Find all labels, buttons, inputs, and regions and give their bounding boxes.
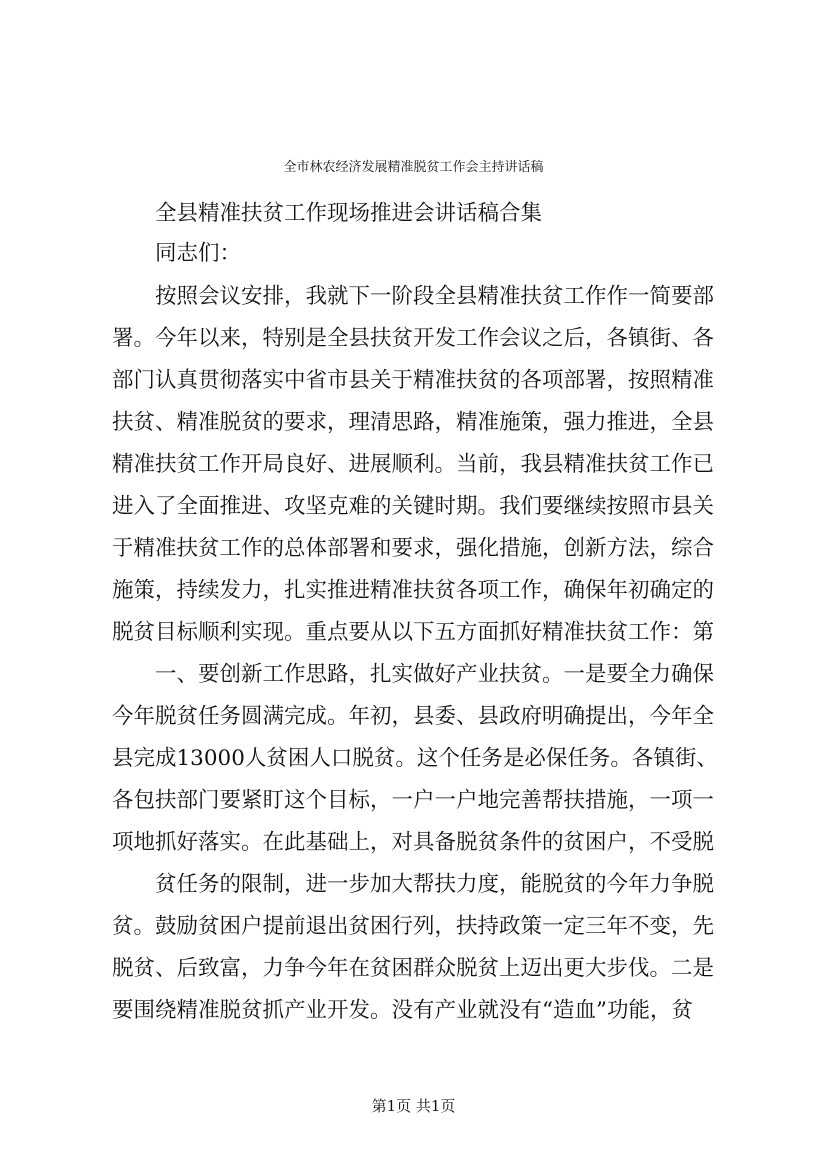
body-line: 各包扶部门要紧盯这个目标，一户一户地完善帮扶措施，一项一: [112, 788, 715, 813]
body-line: 施策，持续发力，扎实推进精准扶贫各项工作，确保年初确定的: [112, 578, 715, 603]
body-line: 于精准扶贫工作的总体部署和要求，强化措施，创新方法，综合: [112, 536, 715, 561]
greeting: 同志们：: [155, 241, 242, 266]
body-line: 部门认真贯彻落实中省市县关于精准扶贫的各项部署，按照精准: [112, 368, 715, 393]
body-line: 要围绕精准脱贫抓产业开发。没有产业就没有“造血”功能，贫: [112, 998, 693, 1023]
body-line: 精准扶贫工作开局良好、进展顺利。当前，我县精准扶贫工作已: [112, 452, 715, 477]
body-line: 贫任务的限制，进一步加大帮扶力度，能脱贫的今年力争脱: [155, 872, 715, 897]
body-line: 脱贫目标顺利实现。重点要从以下五方面抓好精准扶贫工作：第: [112, 620, 715, 645]
body-line: 按照会议安排，我就下一阶段全县精准扶贫工作作一简要部: [155, 284, 715, 309]
body-line: 进入了全面推进、攻坚克难的关键时期。我们要继续按照市县关: [112, 494, 715, 519]
document-title: 全市林农经济发展精准脱贫工作会主持讲话稿: [283, 160, 544, 175]
body-line: 脱贫、后致富，力争今年在贫困群众脱贫上迈出更大步伐。二是: [112, 956, 715, 981]
page-footer: 第1页 共1页: [371, 1097, 456, 1115]
document-subtitle: 全县精准扶贫工作现场推进会讲话稿合集: [155, 201, 543, 226]
body-line: 今年脱贫任务圆满完成。年初，县委、县政府明确提出，今年全: [112, 704, 715, 729]
body-line: 署。今年以来，特别是全县扶贫开发工作会议之后，各镇街、各: [112, 326, 715, 351]
body-line: 扶贫、精准脱贫的要求，理清思路，精准施策，强力推进，全县: [112, 410, 715, 435]
body-line: 贫。鼓励贫困户提前退出贫困行列，扶持政策一定三年不变，先: [112, 914, 715, 939]
body-line: 项地抓好落实。在此基础上，对具备脱贫条件的贫困户，不受脱: [112, 830, 715, 855]
body-line: 县完成13000人贫困人口脱贫。这个任务是必保任务。各镇街、: [112, 746, 718, 771]
body-line: 一、要创新工作思路，扎实做好产业扶贫。一是要全力确保: [155, 662, 715, 687]
